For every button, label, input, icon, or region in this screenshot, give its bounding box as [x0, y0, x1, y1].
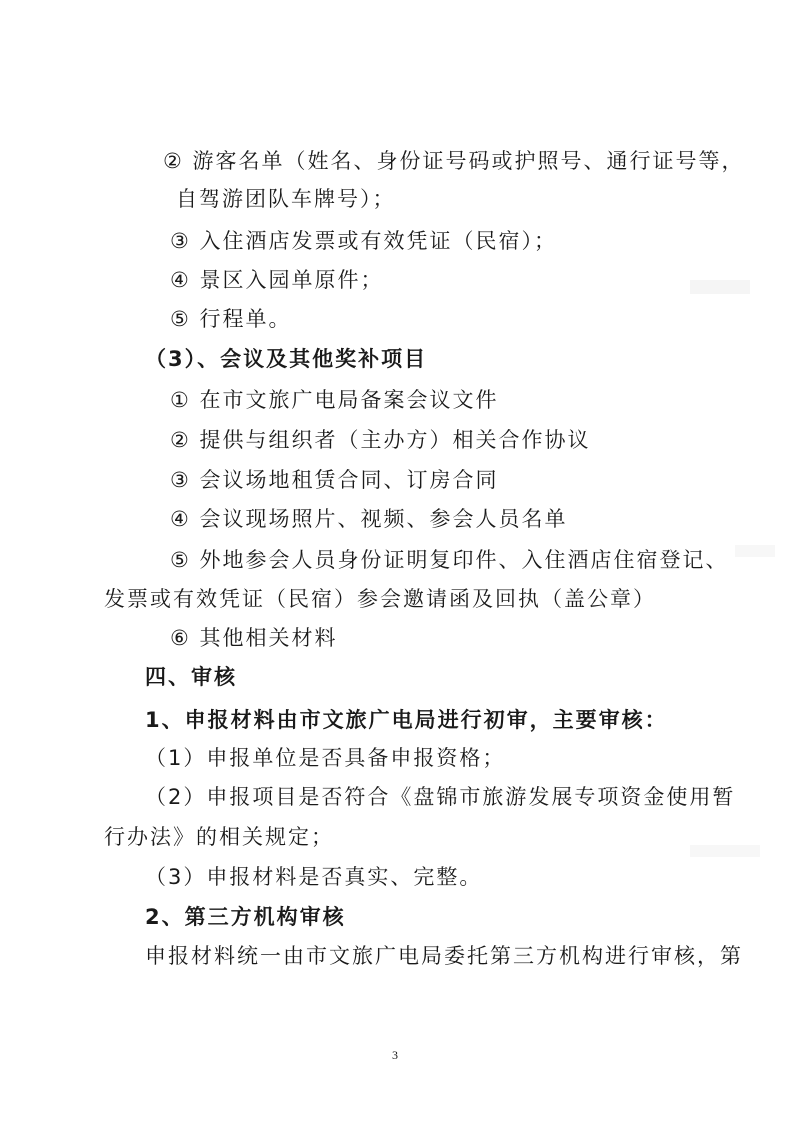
- section-meeting-heading: （3）、会议及其他奖补项目: [145, 347, 428, 371]
- item-attendee-id-cont: 发票或有效凭证（民宿）参会邀请函及回执（盖公章）: [104, 587, 656, 611]
- item-cooperation-agreement: ② 提供与组织者（主办方）相关合作协议: [170, 428, 591, 452]
- review-item-qualification: （1）申报单位是否具备申报资格；: [145, 746, 506, 770]
- scan-artifact: [735, 545, 775, 557]
- scan-artifact: [690, 280, 750, 294]
- item-other-materials: ⑥ 其他相关材料: [170, 626, 338, 650]
- subsection-initial-review: 1、申报材料由市文旅广电局进行初审，主要审核：: [145, 708, 668, 732]
- page-number: 3: [392, 1048, 398, 1062]
- review-item-compliance: （2）申报项目是否符合《盘锦市旅游发展专项资金使用暂: [145, 785, 736, 809]
- section-review-heading: 四、审核: [145, 665, 237, 689]
- item-meeting-photos: ④ 会议现场照片、视频、参会人员名单: [170, 507, 568, 531]
- item-scenic-ticket: ④ 景区入园单原件；: [170, 268, 384, 292]
- item-tourist-list-cont: 自驾游团队车牌号）；: [176, 187, 396, 211]
- scan-artifact: [690, 845, 760, 857]
- item-attendee-id: ⑤ 外地参会人员身份证明复印件、入住酒店住宿登记、: [170, 548, 729, 572]
- item-venue-contract: ③ 会议场地租赁合同、订房合同: [170, 468, 499, 492]
- item-meeting-file: ① 在市文旅广电局备案会议文件: [170, 388, 499, 412]
- item-tourist-list: ② 游客名单（姓名、身份证号码或护照号、通行证号等，: [163, 149, 745, 173]
- review-item-compliance-cont: 行办法》的相关规定；: [104, 825, 334, 849]
- paragraph-third-party: 申报材料统一由市文旅广电局委托第三方机构进行审核，第: [145, 944, 743, 968]
- subsection-third-party-review: 2、第三方机构审核: [145, 905, 346, 929]
- item-hotel-invoice: ③ 入住酒店发票或有效凭证（民宿）；: [170, 229, 557, 253]
- review-item-authenticity: （3）申报材料是否真实、完整。: [145, 865, 483, 889]
- item-itinerary: ⑤ 行程单。: [170, 307, 292, 331]
